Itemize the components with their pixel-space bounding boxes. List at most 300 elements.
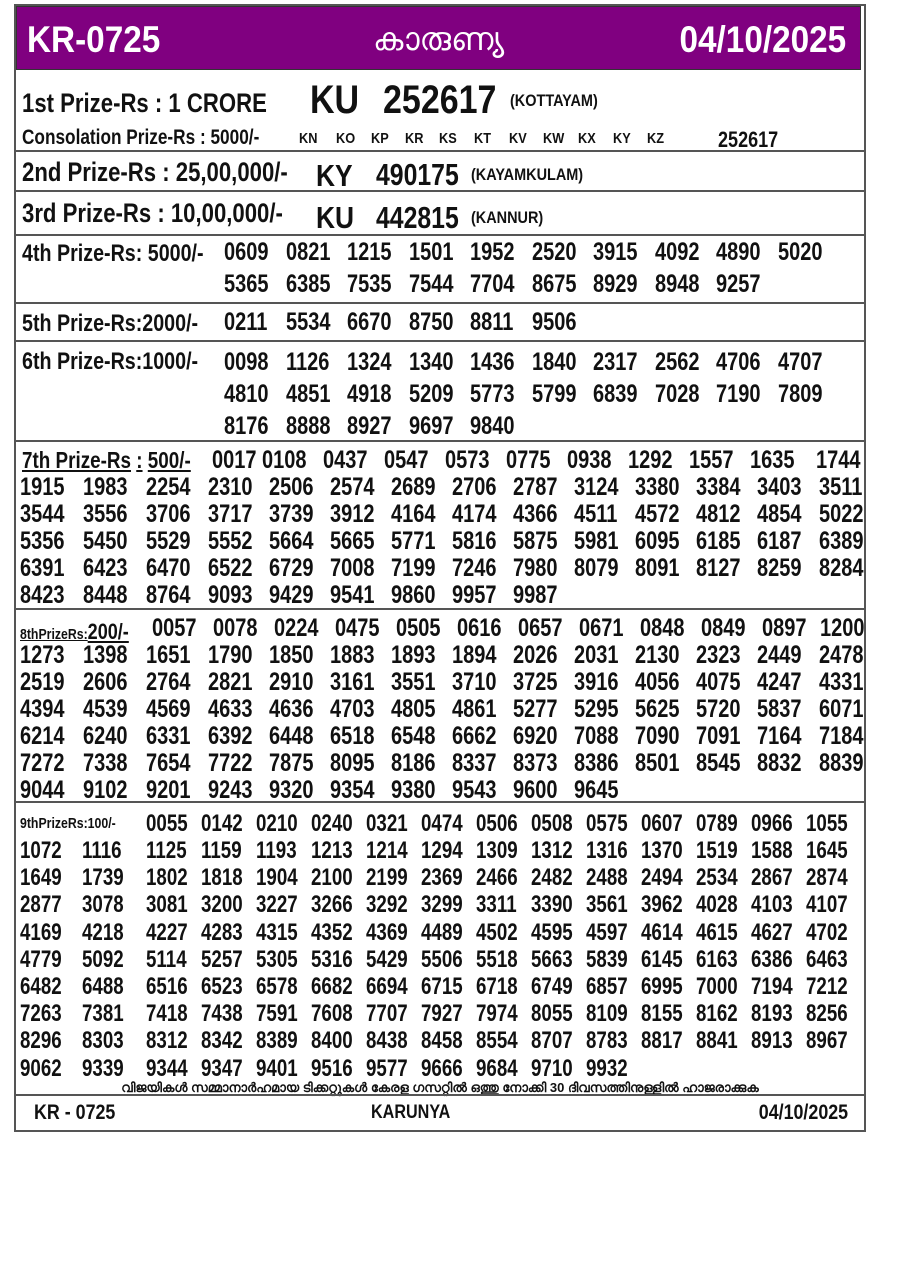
winning-number: 7338: [83, 749, 128, 777]
winning-number: 8256: [806, 1000, 848, 1028]
prize-2-place: (KAYAMKULAM): [471, 165, 584, 184]
winning-number: 4627: [751, 918, 793, 946]
header-banner: [16, 6, 861, 70]
winning-number: 8176: [224, 412, 269, 440]
winning-number: 6071: [819, 695, 864, 723]
winning-number: 3717: [208, 500, 253, 528]
winning-number: 0849: [701, 614, 746, 642]
winning-number: 0616: [457, 614, 502, 642]
consolation-label: Consolation Prize-Rs : 5000/-: [22, 126, 260, 149]
winning-number: 7654: [146, 749, 191, 777]
winning-number: 4315: [256, 918, 298, 946]
winning-number: 1312: [531, 837, 573, 864]
winning-number: 5092: [82, 945, 124, 973]
winning-number: 6214: [20, 722, 65, 750]
winning-number: 4810: [224, 380, 269, 408]
winning-number: 8284: [819, 554, 864, 582]
winning-number: 2130: [635, 641, 680, 669]
winning-number: 4539: [83, 695, 128, 723]
winning-number: 8162: [696, 1000, 738, 1028]
winning-number: 4028: [696, 891, 738, 919]
winning-number: 7927: [421, 1000, 463, 1028]
winning-number: 3710: [452, 668, 497, 696]
winning-number: 4812: [696, 500, 741, 528]
winning-number: 9577: [366, 1054, 408, 1082]
footer: [16, 1094, 864, 1130]
winning-number: 9339: [82, 1054, 124, 1082]
winning-number: 8839: [819, 749, 864, 777]
winning-number: 3227: [256, 891, 298, 919]
winning-number: 5720: [696, 695, 741, 723]
winning-number: 3384: [696, 473, 741, 501]
notice-malayalam: വിജയികൾ സമ്മാനാർഹമായ ടിക്കറ്റുകൾ കേരള ഗസറ്റിൽ ഒത്തു നോക്കി 30 ദിവസത്തിനുള്ളിൽ ഹാജരാക്കുക: [121, 1080, 759, 1095]
winning-number: 4169: [20, 918, 62, 946]
winning-number: 2026: [513, 641, 558, 669]
winning-number: 9506: [531, 308, 576, 336]
winning-number: 1116: [82, 837, 122, 864]
winning-number: 0475: [335, 614, 380, 642]
winning-number: 4706: [716, 348, 761, 376]
winning-number: 1818: [201, 864, 243, 892]
winning-number: 4283: [201, 918, 243, 946]
winning-number: 3081: [146, 891, 188, 919]
winning-number: 1200: [820, 614, 865, 642]
winning-number: 3544: [20, 500, 65, 528]
winning-number: 0966: [751, 810, 793, 837]
winning-number: 9543: [452, 776, 497, 804]
winning-number: 5799: [531, 380, 576, 408]
winning-number: 3311: [476, 891, 517, 919]
winning-number: 1915: [20, 473, 65, 501]
winning-number: 2764: [146, 668, 191, 696]
winning-number: 1213: [311, 837, 353, 864]
winning-number: 6548: [391, 722, 436, 750]
winning-number: 1840: [531, 348, 576, 376]
winning-number: 6523: [201, 973, 243, 1000]
winning-number: 2100: [311, 864, 353, 892]
winning-number: 2254: [146, 473, 191, 501]
winning-number: 9541: [330, 581, 375, 609]
winning-number: 1790: [208, 641, 253, 669]
winning-number: 1273: [20, 641, 65, 669]
winning-number: 4075: [696, 668, 741, 696]
winning-number: 3292: [366, 891, 408, 919]
winning-number: 9710: [531, 1054, 573, 1082]
winning-number: 9932: [586, 1054, 628, 1082]
winning-number: 7591: [256, 1000, 298, 1028]
winning-number: 0821: [285, 238, 330, 266]
winning-number: 3511: [819, 473, 863, 501]
winning-number: 4352: [311, 918, 353, 946]
winning-number: 6682: [311, 973, 353, 1000]
winning-number: 3915: [593, 238, 638, 266]
winning-number: 6385: [285, 270, 330, 298]
winning-number: 3556: [83, 500, 128, 528]
winning-number: 2317: [593, 348, 638, 376]
winning-number: 4394: [20, 695, 65, 723]
winning-number: 7438: [201, 1000, 243, 1028]
winning-number: 5022: [819, 500, 864, 528]
winning-number: 1519: [696, 837, 738, 864]
prize-6-section: [16, 342, 864, 442]
winning-number: 0547: [384, 446, 429, 474]
winning-number: 8055: [531, 1000, 573, 1028]
prize-6-label: 6th Prize-Rs:1000/-: [22, 348, 199, 375]
winning-number: 4779: [20, 945, 62, 973]
winning-number: 5981: [574, 527, 619, 555]
winning-number: 1802: [146, 864, 188, 892]
draw-date: 04/10/2025: [679, 19, 846, 60]
winning-number: 0321: [366, 810, 408, 837]
winning-number: 5552: [208, 527, 253, 555]
prize-8-section: [16, 610, 864, 803]
winning-number: 8400: [311, 1027, 353, 1055]
winning-number: 1215: [347, 238, 392, 266]
winning-number: 7008: [330, 554, 375, 582]
winning-number: 6386: [751, 945, 793, 973]
winning-number: 4595: [531, 918, 573, 946]
winning-number: 3739: [269, 500, 314, 528]
winning-number: 9860: [391, 581, 436, 609]
winning-number: 1904: [256, 864, 298, 892]
prize-7-label: 7th Prize-Rs : 500/-: [22, 447, 191, 473]
winning-number: 4366: [513, 500, 558, 528]
winning-number: 5506: [421, 945, 463, 973]
winning-number: 1744: [816, 446, 861, 474]
winning-number: 7212: [806, 973, 848, 1000]
consolation-series-code: KV: [509, 130, 527, 147]
winning-number: 5837: [757, 695, 802, 723]
winning-number: 8927: [347, 412, 392, 440]
winning-number: 4890: [716, 238, 761, 266]
prize-4-section: [16, 236, 864, 304]
winning-number: 8913: [751, 1027, 793, 1055]
winning-number: 1739: [82, 864, 124, 892]
winning-number: 9987: [513, 581, 558, 609]
winning-number: 8337: [452, 749, 497, 777]
winning-number: 4174: [452, 500, 497, 528]
prize-9-label: 9thPrizeRs:100/-: [20, 815, 116, 832]
winning-number: 8783: [586, 1027, 628, 1055]
winning-number: 9320: [269, 776, 314, 804]
winning-number: 9354: [330, 776, 375, 804]
footer-lottery-name: KARUNYA: [371, 1102, 451, 1123]
winning-number: 8095: [330, 749, 375, 777]
winning-number: 7263: [20, 1000, 62, 1028]
winning-number: 4703: [330, 695, 375, 723]
winning-number: 5316: [311, 945, 353, 973]
winning-number: 2689: [391, 473, 436, 501]
winning-number: 7184: [819, 722, 864, 750]
winning-number: 9093: [208, 581, 253, 609]
winning-number: 4614: [641, 918, 683, 946]
winning-number: 2606: [83, 668, 128, 696]
winning-number: 4569: [146, 695, 191, 723]
winning-number: 5257: [201, 945, 243, 973]
winning-number: 4164: [391, 500, 436, 528]
prize-1-section: [16, 70, 864, 152]
winning-number: 0573: [445, 446, 490, 474]
lottery-name-malayalam: കാരുണ്യ: [372, 21, 505, 57]
winning-number: 2506: [269, 473, 314, 501]
winning-number: 0474: [421, 810, 463, 837]
winning-number: 1649: [20, 864, 62, 892]
result-sheet: [14, 4, 866, 1132]
winning-number: 9344: [146, 1054, 188, 1082]
winning-number: 0437: [323, 446, 368, 474]
winning-number: 5771: [391, 527, 436, 555]
winning-number: 2877: [20, 891, 62, 919]
winning-number: 5356: [20, 527, 65, 555]
winning-number: 8342: [201, 1027, 243, 1055]
winning-number: 5114: [146, 945, 187, 973]
winning-number: 0789: [696, 810, 738, 837]
winning-number: 4511: [574, 500, 618, 528]
winning-number: 5450: [83, 527, 128, 555]
winning-number: 9666: [421, 1054, 463, 1082]
winning-number: 7028: [654, 380, 699, 408]
winning-number: 6839: [593, 380, 638, 408]
winning-number: 2519: [20, 668, 65, 696]
winning-number: 0017: [212, 446, 257, 474]
winning-number: 6240: [83, 722, 128, 750]
winning-number: 1952: [470, 238, 515, 266]
prize-4-label: 4th Prize-Rs: 5000/-: [22, 240, 204, 267]
winning-number: 2562: [654, 348, 699, 376]
consolation-series-code: KT: [474, 130, 491, 147]
winning-number: 5529: [146, 527, 191, 555]
winning-number: 4502: [476, 918, 518, 946]
winning-number: 2449: [757, 641, 802, 669]
winning-number: 7194: [751, 973, 793, 1000]
winning-number: 2874: [806, 864, 848, 892]
winning-number: 6920: [513, 722, 558, 750]
winning-number: 3078: [82, 891, 124, 919]
winning-number: 1883: [330, 641, 375, 669]
winning-number: 9516: [311, 1054, 353, 1082]
winning-number: 1214: [366, 837, 408, 864]
winning-number: 2706: [452, 473, 497, 501]
winning-number: 1398: [83, 641, 128, 669]
winning-number: 2520: [531, 238, 576, 266]
winning-number: 3916: [574, 668, 619, 696]
prize-2-section: [16, 152, 864, 192]
winning-number: 9380: [391, 776, 436, 804]
winning-number: 7980: [513, 554, 558, 582]
winning-number: 7875: [269, 749, 314, 777]
winning-number: 1557: [689, 446, 734, 474]
winning-number: 6448: [269, 722, 314, 750]
winning-number: 7535: [347, 270, 392, 298]
winning-number: 0938: [567, 446, 612, 474]
winning-number: 0057: [152, 614, 197, 642]
winning-number: 5277: [513, 695, 558, 723]
winning-number: 4331: [819, 668, 864, 696]
winning-number: 7088: [574, 722, 619, 750]
winning-number: 3124: [574, 473, 619, 501]
winning-number: 0609: [224, 238, 269, 266]
winning-number: 7707: [366, 1000, 408, 1028]
winning-number: 0607: [641, 810, 683, 837]
prize-1-place: (KOTTAYAM): [510, 91, 598, 110]
winning-number: 1125: [146, 837, 187, 864]
prize-5-label: 5th Prize-Rs:2000/-: [22, 310, 199, 337]
winning-number: 4103: [751, 891, 793, 919]
winning-number: 6389: [819, 527, 864, 555]
winning-number: 0671: [579, 614, 624, 642]
winning-number: 2323: [696, 641, 741, 669]
winning-number: 3161: [330, 668, 375, 696]
winning-number: 5875: [513, 527, 558, 555]
footer-draw-code: KR - 0725: [34, 1101, 116, 1124]
winning-number: 1588: [751, 837, 793, 864]
winning-number: 2031: [574, 641, 619, 669]
winning-number: 4107: [806, 891, 848, 919]
winning-number: 7418: [146, 1000, 188, 1028]
winning-number: 1340: [408, 348, 453, 376]
prize-8-label: 8thPrizeRs:200/-: [20, 619, 129, 644]
winning-number: 0848: [640, 614, 685, 642]
winning-number: 4861: [452, 695, 497, 723]
winning-number: 2574: [330, 473, 375, 501]
consolation-series-code: KR: [405, 130, 424, 147]
winning-number: 3390: [531, 891, 573, 919]
consolation-series-code: KW: [543, 130, 565, 147]
winning-number: 5664: [269, 527, 314, 555]
footer-draw-date: 04/10/2025: [758, 1101, 848, 1124]
winning-number: 9044: [20, 776, 65, 804]
winning-number: 6670: [347, 308, 392, 336]
winning-number: 4702: [806, 918, 848, 946]
winning-number: 3380: [635, 473, 680, 501]
prize-9-section: [16, 803, 864, 1094]
winning-number: 6857: [586, 973, 628, 1000]
winning-number: 2494: [641, 864, 683, 892]
winning-number: 7000: [696, 973, 738, 1000]
prize-7-section: [16, 442, 864, 610]
winning-number: 2910: [269, 668, 314, 696]
winning-number: 0240: [311, 810, 353, 837]
winning-number: 9257: [716, 270, 761, 298]
winning-number: 8193: [751, 1000, 793, 1028]
winning-number: 2867: [751, 864, 793, 892]
winning-number: 2821: [208, 668, 253, 696]
winning-number: 8423: [20, 581, 65, 609]
winning-number: 1126: [285, 348, 329, 376]
consolation-series-code: KY: [613, 130, 631, 147]
winning-number: 8373: [513, 749, 558, 777]
winning-number: 4572: [635, 500, 680, 528]
winning-number: 1894: [452, 641, 497, 669]
winning-number: 8303: [82, 1027, 124, 1055]
winning-number: 8948: [654, 270, 699, 298]
winning-number: 9957: [452, 581, 497, 609]
winning-number: 7544: [408, 270, 453, 298]
winning-number: 0505: [396, 614, 441, 642]
winning-number: 6522: [208, 554, 253, 582]
winning-number: 3725: [513, 668, 558, 696]
winning-number: 9429: [269, 581, 314, 609]
winning-number: 5625: [635, 695, 680, 723]
winning-number: 5209: [408, 380, 453, 408]
winning-number: 7090: [635, 722, 680, 750]
winning-number: 1324: [347, 348, 392, 376]
prize-3-number: 442815: [376, 200, 459, 235]
winning-number: 8312: [146, 1027, 188, 1055]
winning-number: 8817: [641, 1027, 683, 1055]
winning-number: 8929: [593, 270, 638, 298]
winning-number: 4918: [347, 380, 392, 408]
winning-number: 6995: [641, 973, 683, 1000]
winning-number: 2369: [421, 864, 463, 892]
prize-2-number: 490175: [376, 157, 459, 192]
winning-number: 6187: [757, 527, 802, 555]
winning-number: 8109: [586, 1000, 628, 1028]
winning-number: 5665: [330, 527, 375, 555]
winning-number: 2199: [366, 864, 408, 892]
winning-number: 7722: [208, 749, 253, 777]
winning-number: 2787: [513, 473, 558, 501]
winning-number: 6463: [806, 945, 848, 973]
consolation-series-code: KO: [336, 130, 356, 147]
winning-number: 5839: [586, 945, 628, 973]
winning-number: 6185: [696, 527, 741, 555]
winning-number: 0078: [213, 614, 258, 642]
winning-number: 5305: [256, 945, 298, 973]
winning-number: 3299: [421, 891, 463, 919]
winning-number: 7246: [452, 554, 497, 582]
winning-number: 7704: [470, 270, 515, 298]
prize-3-series: KU: [316, 200, 355, 235]
winning-number: 0211: [224, 308, 268, 336]
winning-number: 4369: [366, 918, 408, 946]
winning-number: 6145: [641, 945, 683, 973]
winning-number: 3403: [757, 473, 802, 501]
winning-number: 1193: [256, 837, 297, 864]
winning-number: 4092: [654, 238, 699, 266]
winning-number: 5816: [452, 527, 497, 555]
winning-number: 1159: [201, 837, 242, 864]
winning-number: 6163: [696, 945, 738, 973]
winning-number: 3561: [586, 891, 628, 919]
winning-number: 9840: [470, 412, 515, 440]
prize-1-label: 1st Prize-Rs : 1 CRORE: [22, 88, 267, 118]
winning-number: 8967: [806, 1027, 848, 1055]
winning-number: 1316: [586, 837, 628, 864]
winning-number: 9243: [208, 776, 253, 804]
winning-number: 7608: [311, 1000, 353, 1028]
winning-number: 7809: [777, 380, 822, 408]
winning-number: 1893: [391, 641, 436, 669]
winning-number: 5429: [366, 945, 408, 973]
winning-number: 0108: [262, 446, 307, 474]
consolation-number: 252617: [718, 127, 779, 152]
winning-number: 0506: [476, 810, 518, 837]
winning-number: 1651: [146, 641, 191, 669]
winning-number: 9347: [201, 1054, 243, 1082]
winning-number: 9401: [256, 1054, 298, 1082]
winning-number: 8296: [20, 1027, 62, 1055]
winning-number: 6729: [269, 554, 314, 582]
winning-number: 9062: [20, 1054, 62, 1082]
winning-number: 0142: [201, 810, 243, 837]
winning-number: 8389: [256, 1027, 298, 1055]
winning-number: 6694: [366, 973, 408, 1000]
winning-number: 3551: [391, 668, 436, 696]
winning-number: 4227: [146, 918, 188, 946]
winning-number: 4854: [757, 500, 802, 528]
winning-number: 5773: [470, 380, 515, 408]
